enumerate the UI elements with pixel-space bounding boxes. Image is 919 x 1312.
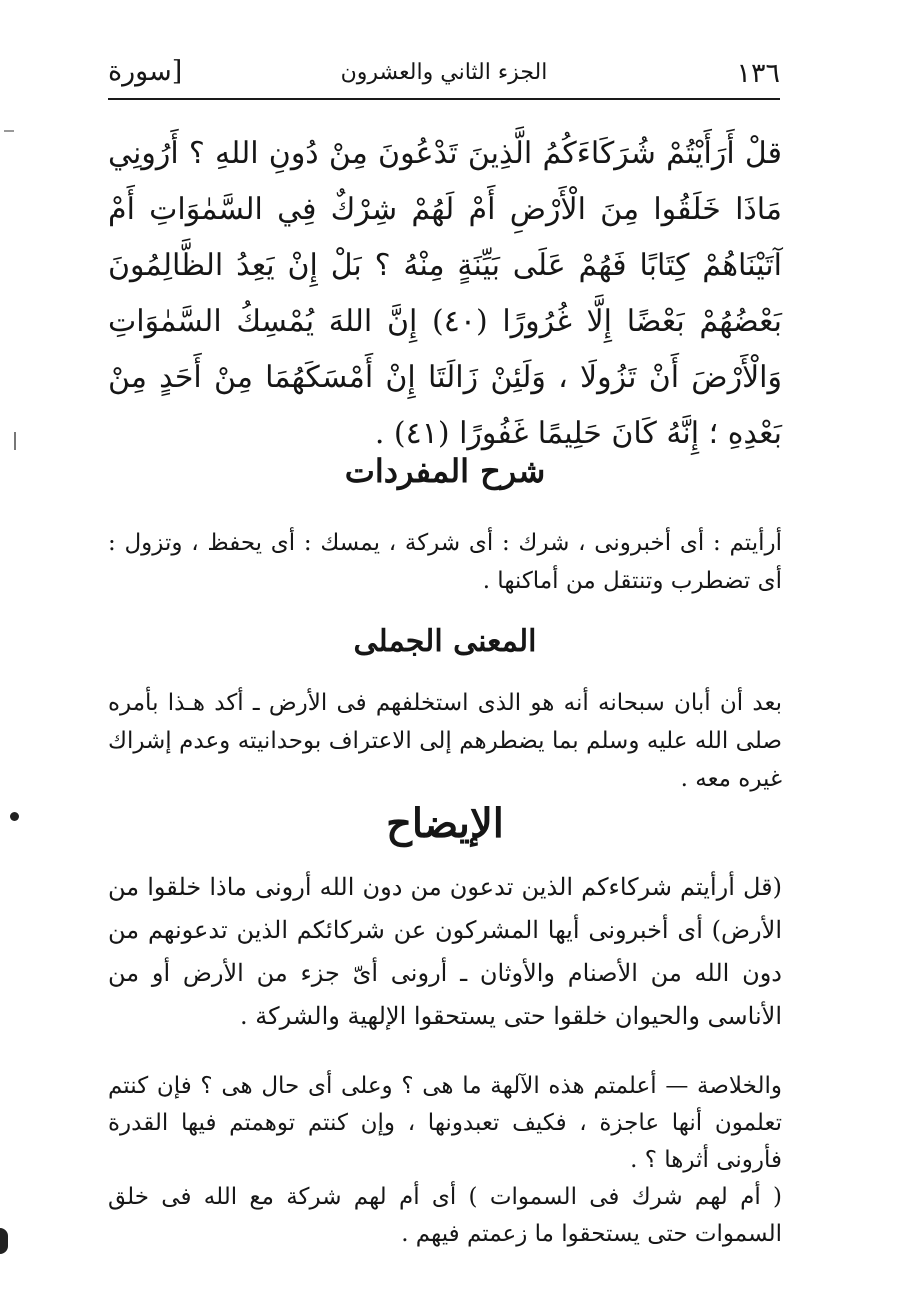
scan-speck (14, 432, 16, 450)
surah-label: [سورة (108, 56, 183, 87)
general-meaning-text: بعد أن أبان سبحانه أنه هو الذى استخلفهم فى الأرض ـ أكد هـذا بأمره صلى الله عليه وسلم بما يضطرهم إلى الاعتراف بوحدانيته وعدم إشراك غيره معه . (108, 690, 782, 792)
running-header (108, 52, 780, 94)
scan-speck (10, 812, 19, 821)
scan-speck (4, 130, 14, 132)
vocabulary-heading: شرح المفردات (344, 452, 546, 490)
vocabulary-text: أرأيتم : أى أخبرونى ، شرك : أى شركة ، يمسك : أى يحفظ ، وتزول : أى تضطرب وتنتقل من أماكنها . (108, 530, 782, 594)
explanation-text: (قل أرأيتم شركاءكم الذين تدعون من دون الله أرونى ماذا خلقوا من الأرض) أى أخبرونى أيها المشركون عن شركائكم الذين تدعونهم من دون الله من الأصنام والأوثان ـ أرونى أىّ جزء من الأرض أو من الأناسى والحيوان خلقوا حتى يستحقوا الإلهية والشركة . (108, 873, 782, 1030)
explanation-continued (108, 1068, 782, 1253)
header-rule (108, 98, 780, 100)
continuation-paragraph: ( أم لهم شرك فى السموات ) أى أم لهم شركة مع الله فى خلق السموات حتى يستحقوا ما زعمتم فيهم . (108, 1184, 782, 1247)
general-meaning-heading: المعنى الجملى (353, 624, 537, 659)
page-number: ١٣٦ (736, 58, 780, 89)
part-title: الجزء الثاني والعشرون (340, 60, 548, 85)
explanation-heading: الإيضاح (386, 800, 504, 847)
summary-paragraph: والخلاصة — أعلمتم هذه الآلهة ما هى ؟ وعلى أى حال هى ؟ فإن كنتم تعلمون أنها عاجزة ، فكيف تعبدونها ، وإن كنتم توهمتم فيها القدرة فأرونى أثرها ؟ . (108, 1073, 782, 1173)
quran-verse: قلْ أَرَأَيْتُمْ شُرَكَاءَكُمُ الَّذِينَ تَدْعُونَ مِنْ دُونِ اللهِ ؟ أَرُونِي مَاذَا خَلَقُوا مِنَ الْأَرْضِ أَمْ لَهُمْ شِرْكٌ فِي السَّمٰوَاتِ أَمْ آتَيْنَاهُمْ كِتَابًا فَهُمْ عَلَى بَيِّنَةٍ مِنْهُ ؟ بَلْ إِنْ يَعِدُ الظَّالِمُونَ بَعْضُهُمْ بَعْضًا إِلَّا غُرُورًا (٤٠) إِنَّ اللهَ يُمْسِكُ السَّمٰوَاتِ وَالْأَرْضَ أَنْ تَزُولَا ، وَلَئِنْ زَالَتَا إِنْ أَمْسَكَهُمَا مِنْ أَحَدٍ مِنْ بَعْدِهِ ؛ إِنَّهُ كَانَ حَلِيمًا غَفُورًا (٤١) . (108, 136, 782, 451)
scan-speck (0, 1228, 8, 1254)
